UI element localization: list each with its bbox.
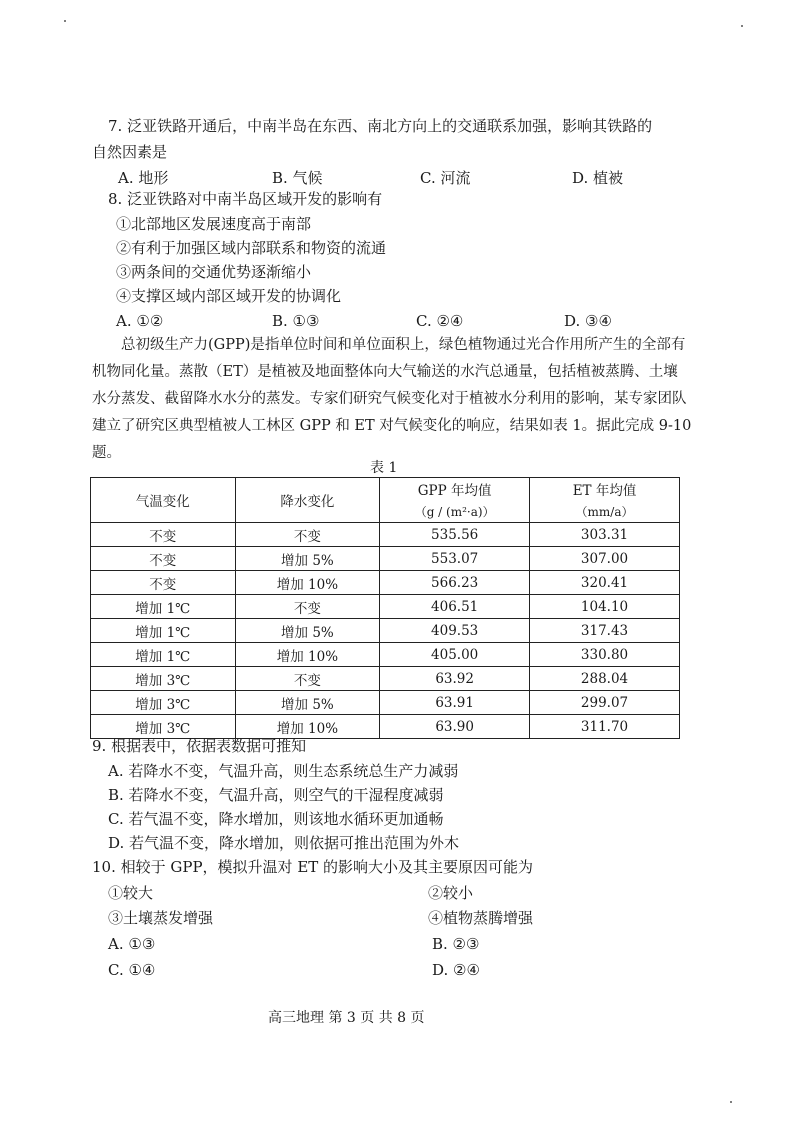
q10-stem: 10. 相较于 GPP，模拟升温对 ET 的影响大小及其主要原因可能为 [92,858,534,876]
q7-option-c: C. 河流 [420,169,471,187]
table-row [91,547,680,571]
table-row [91,571,680,595]
cell-precipitation: 增加 5% [235,619,380,643]
cell-et: 330.80 [530,643,680,667]
table-header-row [91,478,680,501]
cell-temperature: 增加 1℃ [91,595,236,619]
unit-gpp: （g / (m²·a)） [380,500,530,523]
cell-precipitation: 不变 [235,523,380,547]
q8-item-4: ④支撑区域内部区域开发的协调化 [116,287,342,305]
q8-option-a: A. ①② [116,312,164,330]
q7-stem-line1: 7. 泛亚铁路开通后，中南半岛在东西、南北方向上的交通联系加强，影响其铁路的 [108,117,653,135]
cell-precipitation: 不变 [235,595,380,619]
cell-et: 288.04 [530,667,680,691]
table-caption: 表 1 [370,460,398,476]
cell-precipitation: 增加 10% [235,571,380,595]
cell-et: 320.41 [530,571,680,595]
cell-temperature: 增加 1℃ [91,643,236,667]
header-temperature: 气温变化 [91,478,236,523]
q10-option-b: B. ②③ [432,935,480,953]
table-row [91,691,680,715]
q9-option-a: A. 若降水不变，气温升高，则生态系统总生产力减弱 [108,762,459,780]
q10-option-c: C. ①④ [108,961,156,979]
cell-gpp: 406.51 [380,595,530,619]
table-row [91,667,680,691]
q10-option-d: D. ②④ [432,961,480,979]
q9-option-c: C. 若气温不变，降水增加，则该地水循环更加通畅 [108,810,444,828]
cell-gpp: 63.91 [380,691,530,715]
q7-option-d: D. 植被 [572,169,624,187]
q7-option-b: B. 气候 [272,169,323,187]
cell-temperature: 不变 [91,547,236,571]
cell-et: 299.07 [530,691,680,715]
q7-option-a: A. 地形 [118,169,169,187]
cell-gpp: 405.00 [380,643,530,667]
q9-option-d: D. 若气温不变，降水增加，则依据可推出范围为外木 [108,834,460,852]
cell-et: 307.00 [530,547,680,571]
q8-option-b: B. ①③ [272,312,320,330]
q7-stem-line2: 自然因素是 [92,143,168,161]
cell-et: 104.10 [530,595,680,619]
table-row [91,523,680,547]
header-gpp: GPP 年均值 [380,478,530,501]
cell-precipitation: 增加 10% [235,643,380,667]
cell-temperature: 增加 3℃ [91,715,236,739]
table-row [91,715,680,739]
cell-gpp: 63.90 [380,715,530,739]
q9-10-intro-paragraph: 总初级生产力(GPP)是指单位时间和单位面积上，绿色植物通过光合作用所产生的全部有机物同化量。蒸散（ET）是植被及地面整体向大气输送的水汽总通量，包括植被蒸腾、土壤水分蒸发、截留降水水分的蒸发。专家们研究气候变化对于植被水分利用的影响，某专家团队建立了研究区典型植被人工林区 GPP 和 ET 对气候变化的响应，结果如表 1。据此完成 9-10 题。 [92,337,692,461]
cell-precipitation: 不变 [235,667,380,691]
q10-item-2: ②较小 [428,884,474,902]
q8-stem: 8. 泛亚铁路对中南半岛区域开发的影响有 [108,190,383,208]
cell-gpp: 535.56 [380,523,530,547]
cell-gpp: 566.23 [380,571,530,595]
q10-item-1: ①较大 [108,884,154,902]
cell-gpp: 409.53 [380,619,530,643]
cell-precipitation: 增加 5% [235,691,380,715]
cell-et: 303.31 [530,523,680,547]
cell-temperature: 增加 3℃ [91,691,236,715]
q8-option-d: D. ③④ [564,312,612,330]
q8-option-c: C. ②④ [416,312,464,330]
q10-item-3: ③土壤蒸发增强 [108,909,214,927]
header-et: ET 年均值 [530,478,680,501]
cell-gpp: 63.92 [380,667,530,691]
q8-item-3: ③两条间的交通优势逐渐缩小 [116,263,312,281]
cell-precipitation: 增加 10% [235,715,380,739]
unit-et: （mm/a） [530,500,680,523]
data-table [90,477,680,739]
page-footer: 高三地理 第 3 页 共 8 页 [268,1010,425,1026]
cell-precipitation: 增加 5% [235,547,380,571]
cell-et: 311.70 [530,715,680,739]
cell-temperature: 不变 [91,523,236,547]
cell-gpp: 553.07 [380,547,530,571]
cell-temperature: 增加 1℃ [91,619,236,643]
table-row [91,643,680,667]
q10-item-4: ④植物蒸腾增强 [428,909,534,927]
scan-speck [741,25,743,27]
scan-speck [730,1101,732,1103]
q9-stem: 9. 根据表中，依据表数据可推知 [92,737,307,755]
q10-option-a: A. ①③ [108,935,156,953]
q8-item-2: ②有利于加强区域内部联系和物资的流通 [116,239,387,257]
cell-temperature: 增加 3℃ [91,667,236,691]
q9-option-b: B. 若降水不变，气温升高，则空气的干湿程度减弱 [108,786,444,804]
cell-temperature: 不变 [91,571,236,595]
table-row [91,619,680,643]
header-precipitation: 降水变化 [235,478,380,523]
cell-et: 317.43 [530,619,680,643]
table-row [91,595,680,619]
scan-speck [64,20,66,22]
q8-item-1: ①北部地区发展速度高于南部 [116,215,312,233]
